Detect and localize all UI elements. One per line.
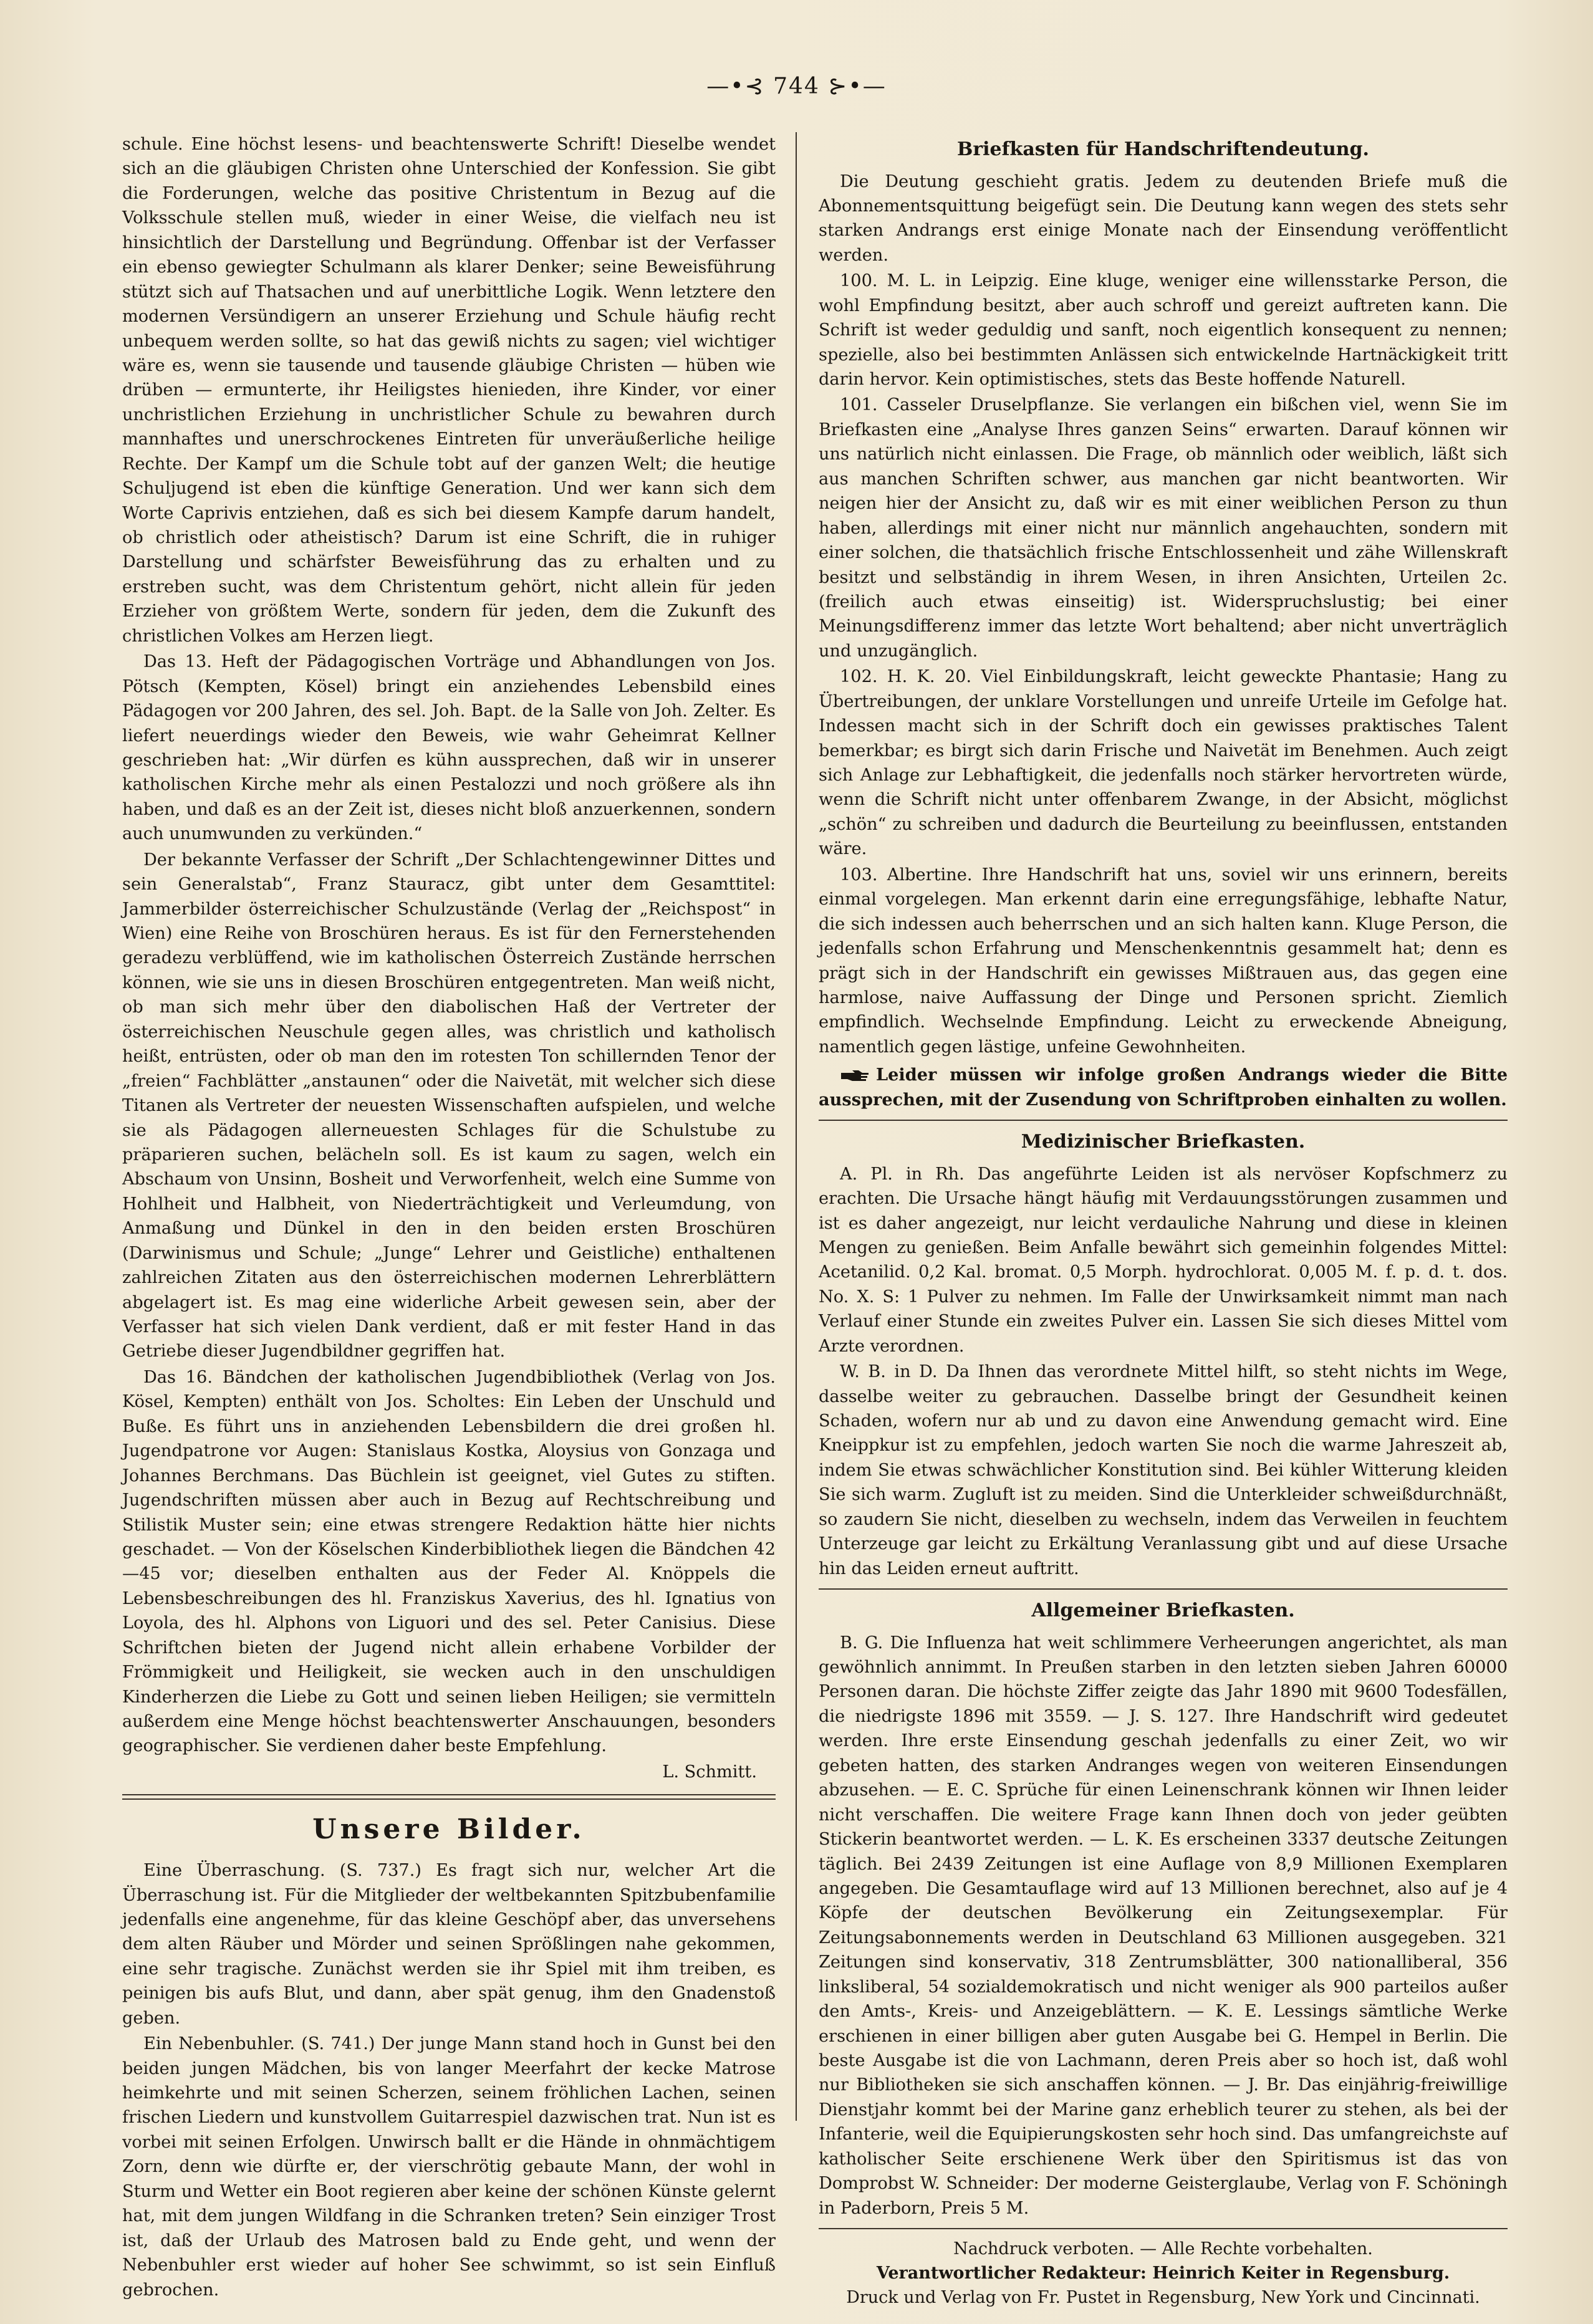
paragraph-paedagogische-vortraege: Das 13. Heft der Pädagogischen Vorträge und Abhandlungen von Jos. Pötsch (Kempten, Kösel) bringt ein anziehendes Lebensbild eines Pädagogen vor 200 Jahren, des sel. Joh. Bapt. de la Salle von Joh. Zelter. Es liefert neuerdings wieder den Beweis, wie wahr Geheimrat Kellner geschrieben hat: „Wir dürfen es kühn aussprechen, daß wir in unserer katholischen Kirche mehr als einen Pestalozzi und noch größere als ihn haben, und daß es an der Zeit ist, dieses nicht bloß anzuerkennen, sondern auch unumwunden zu verkünden.“ — [122, 652, 776, 844]
section-title-allgemeiner-briefkasten: Allgemeiner Briefkasten. — [1031, 1600, 1295, 1622]
column-divider — [796, 132, 797, 2121]
paragraph-jugendbibliothek: Das 16. Bändchen der katholischen Jugendbibliothek (Verlag von Jos. Kösel, Kempten) enthält von Jos. Scholtes: Ein Leben der Unschuld und Buße. Es führt uns in anziehenden Lebensbildern die drei großen hl. Jugendpatrone vor Augen: Stanislaus Kostka, Aloysius von Gonzaga und Johannes Berchmans. Das Büchlein ist geeignet, viel Gutes zu stiften. Jugendschriften müssen aber auch in Bezug auf Rechtschreibung und Stilistik Muster sein; eine etwas strengere Redaktion hätte hier nichts geschadet. — Von der Köselschen Kinderbibliothek liegen die Bändchen 42—45 vor; dieselben enthalten aus der Feder Al. Knöppels die Lebensbeschreibungen des hl. Franziskus Xaverius, des hl. Ignatius von Loyola, des hl. Alphons von Liguori und des sel. Peter Canisius. Diese Schriftchen bieten der Jugend nicht allein erhabene Vorbilder der Frömmigkeit und Heiligkeit, sie wecken auch in den unschuldigen Kinderherzen die Liebe zu Gott und seinen lieben Heiligen; sie vermitteln außerdem eine Menge höchst beachtenswerter Anschauungen, besonders geographischer. Sie verdienen daher beste Empfehlung. — [122, 1367, 776, 1756]
section-divider — [819, 1588, 1508, 1590]
paragraph-school-review: schule. Eine höchst lesens- und beachtenswerte Schrift! Dieselbe wendet sich an die gläubigen Christen ohne Unterschied der Konfession. Sie gibt die Forderungen, welche das positive Christentum in Bezug auf die Volksschule stellen muß, wieder in einer Weise, die vielfach neu ist hinsichtlich der Darstellung und Begründung. Offenbar ist der Verfasser ein ebenso gewiegter Schulmann als klarer Denker; seine Beweisführung stützt sich auf Thatsachen und auf unerbittliche Logik. Wenn letztere den modernen Versündigern an unserer Erziehung und Schule häufig recht unbequem werden sollte, so hat das gewiß nichts zu sagen; viel wichtiger wäre es, wenn sie tausende und tausende gläubige Christen — hüben wie drüben — ermunterte, ihr Heiligstes hienieden, ihre Kinder, vor einer unchristlichen Erziehung in unchristlicher Schule zu bewahren durch mannhaftes und unerschrockenes Eintreten für unveräußerliche heilige Rechte. Der Kampf um die Schule tobt auf der ganzen Welt; die heutige Schuljugend ist eben die künftige Generation. Und wer kann sich dem Worte Caprivis entziehen, daß es sich bei diesem Kampfe darum handelt, ob christlich oder atheistisch? Darum ist eine Schrift, die in ruhiger Darstellung und schärfster Beweisführung das zu erhalten und zu erstreben sucht, was dem Christentum gehört, nicht allein für jeden Erzieher von größtem Werte, sondern für jeden, dem die Zukunft des christlichen Volkes am Herzen liegt. — [122, 135, 776, 646]
left-column — [122, 132, 776, 2300]
paragraph-nebenbuhler: Ein Nebenbuhler. (S. 741.) Der junge Mann stand hoch in Gunst bei den beiden jungen Mädchen, bis von langer Meerfahrt der kecke Matrose heimkehrte und mit seinen Scherzen, seinem fröhlichen Lachen, seinen frischen Liedern und kunstvollem Guitarrespiel dazwischen trat. Nun ist es vorbei mit seinen Erfolgen. Unwirsch ballt er die Hände in ohnmächtigem Zorn, denn wie dürfte er, der vierschrötig gebaute Mann, der wohl in Sturm und Wetter ein Boot regieren aber keine der schönen Künste gelernt hat, mit dem jungen Wildfang in die Schranken treten? Sein einziger Trost ist, daß der Urlaub des Matrosen bald zu Ende geht, und wenn der Nebenbuhler erst wieder auf hoher See schwimmt, so ist sein Einfluß gebrochen. — [122, 2034, 776, 2300]
section-divider — [819, 1120, 1508, 1121]
general-entries: B. G. Die Influenza hat weit schlimmere Verheerungen angerichtet, als man gewöhnlich annimmt. In Preußen starben in den letzten sieben Jahren 60000 Personen daran. Die höchste Ziffer zeigte das Jahr 1890 mit 9600 Todesfällen, die niedrigste 1896 mit 3559. — J. S. 127. Ihre Handschrift wird gedeutet werden. Ihre erste Einsendung geschah jedenfalls zu einer Zeit, wo wir gebeten hatten, des starken Andranges wegen von weiteren Einsendungen abzusehen. — E. C. Sprüche für einen Leinenschrank können wir Ihnen leider nicht verschaffen. Die weitere Frage kann Ihnen doch von jeder geübten Stickerin beantwortet werden. — L. K. Es erscheinen 3337 deutsche Zeitungen täglich. Bei 2439 Zeitungen ist eine Auflage von 8,9 Millionen Exemplaren angegeben. Die Gesamtauflage wird auf 13 Millionen berechnet, also auf je 4 Köpfe der deutschen Bevölkerung ein Zeitungsexemplar. Für Zeitungsabonnements werden in Deutschland 63 Millionen ausgegeben. 321 Zeitungen sind konservativ, 318 Zentrumsblätter, 300 nationalliberal, 356 linksliberal, 54 sozialdemokratisch und nicht weniger als 900 parteilos außer den Amts-, Kreis- und Anzeigeblättern. — K. E. Lessings sämtliche Werke erschienen in einer billigen aber guten Ausgabe bei G. Hempel in Berlin. Die beste Ausgabe ist die von Lachmann, deren Preis aber so hoch ist, daß wohl nur Bibliotheken sie sich anschaffen können. — J. Br. Das einjährig-freiwillige Dienstjahr kommt bei der Marine ganz erheblich teurer zu stehen, als bei der Infanterie, weil die Equipierungskosten sehr hoch sind. Das umfangreichste auf katholischer Seite erschienene Werk über den Spiritismus ist das von Domprobst W. Schneider: Der moderne Geisterglaube, Verlag von F. Schöningh in Paderborn, Preis 5 M. — [819, 1633, 1508, 2218]
section-title-handschriftendeutung: Briefkasten für Handschriftendeutung. — [956, 138, 1369, 160]
section-title-medizinischer-briefkasten: Medizinischer Briefkasten. — [1021, 1131, 1306, 1153]
medical-entry-a-pl: A. Pl. in Rh. Das angeführte Leiden ist als nervöser Kopfschmerz zu erachten. Die Ursache hängt häufig mit Verdauungsstörungen zusammen und ist es daher angezeigt, nur leicht verdauliche Nahrung und diese in kleinen Mengen zu genießen. Beim Anfalle bewährt sich gemeinhin folgendes Mittel: Acetanilid. 0,2 Kal. bromat. 0,5 Morph. hydrochlorat. 0,005 M. f. p. d. t. dos. No. X. S: 1 Pulver zu nehmen. Im Falle der Unwirksamkeit nimmt man nach Verlauf einer Stunde ein zweites Pulver ein. Lassen Sie sich dieses Mittel vom Arzte verordnen. — [819, 1164, 1508, 1356]
section-divider — [122, 1794, 776, 1800]
pointing-hand-icon — [840, 1069, 870, 1083]
section-title-unsere-bilder: Unsere Bilder. — [312, 1813, 585, 1846]
imprint-copyright: Nachdruck verboten. — Alle Rechte vorbehalten. — [953, 2239, 1373, 2259]
handwriting-entry-102: 102. H. K. 20. Viel Einbildungskraft, leicht geweckte Phantasie; Hang zu Übertreibungen, der unklare Vorstellungen und unreife Urteile im Gefolge hat. Indessen macht sich in der Schrift doch ein gewisses praktisches Talent bemerkbar; es birgt sich darin Frische und Naivetät im Benehmen. Auch zeigt sich Anlage zur Lebhaftigkeit, die jedenfalls noch stärker hervortreten würde, wenn die Schrift nicht unter offenbarem Zwange, in der Absicht, möglichst „schön“ zu schreiben und dadurch die Beurteilung zu beeinflussen, entstanden wäre. — [819, 667, 1508, 859]
handwriting-notice — [819, 1063, 1508, 1112]
handwriting-entry-100: 100. M. L. in Leipzig. Eine kluge, weniger eine willensstarke Person, die wohl Empfindung besitzt, aber auch schroff und gereizt auftreten kann. Die Schrift ist weder geduldig und sanft, noch eigentlich konsequent zu nennen; spezielle, also bei bestimmten Anlässen sich entwickelnde Hartnäckigkeit tritt darin hervor. Kein optimistisches, stets das Beste hoffende Naturell. — [819, 271, 1508, 389]
paragraph-ueberraschung: Eine Überraschung. (S. 737.) Es fragt sich nur, welcher Art die Überraschung ist. Für die Mitglieder der weltbekannten Spitzbubenfamilie jedenfalls eine angenehme, für das kleine Geschöpf aber, das unversehens dem alten Räuber und Mörder und seinen Sprößlingen nahe gekommen, eine sehr tragische. Zunächst werden sie ihr Spiel mit ihm treiben, es peinigen bis aufs Blut, und dann, aber spät genug, ihm den Gnadenstoß geben. — [122, 1861, 776, 2028]
page-number-value: 744 — [773, 74, 820, 99]
handwriting-intro: Die Deutung geschieht gratis. Jedem zu deutenden Briefe muß die Abonnementsquittung beigefügt sein. Die Deutung kann wegen des stets sehr starken Andrangs erst einige Monate nach der Einsendung veröffentlicht werden. — [819, 171, 1508, 265]
imprint-publisher: Druck und Verlag von Fr. Pustet in Regensburg, New York und Cincinnati. — [846, 2288, 1480, 2308]
paragraph-jammerbilder: Der bekannte Verfasser der Schrift „Der Schlachtengewinner Dittes und sein Generalstab“, Franz Stauracz, gibt unter dem Gesamttitel: Jammerbilder österreichischer Schulzustände (Verlag der „Reichspost“ in Wien) eine Reihe von Broschüren heraus. Es ist für den Fernerstehenden geradezu verblüffend, wie im katholischen Österreich Zustände herrschen können, wie sie uns in diesen Broschüren entgegentreten. Man weiß nicht, ob man sich mehr über den diabolischen Haß der Vertreter der österreichischen Neuschule gegen alles, was christlich und katholisch heißt, entrüsten, oder ob man den im rotesten Ton schillernden Tenor der „freien“ Fachblätter „anstaunen“ oder die Naivetät, mit welcher sich diese Titanen als Vertreter der neuesten Wissenschaften aufspielen, und welche sie als Pädagogen allerneuesten Schlages für die Schulstube zu präparieren suchen, belächeln soll. Es ist kaum zu sagen, welch ein Abschaum von Unsinn, Bosheit und Verworfenheit, welch eine Summe von Hohlheit und Halbheit, von Niederträchtigkeit und Verleumdung, von Anmaßung und Dünkel in den in den beiden ersten Broschüren (Darwinismus und Schule; „Junge“ Lehrer und Geistliche) enthaltenen zahlreichen Zitaten aus den österreichischen modernen Lehrerblättern abgelagert ist. Es mag eine widerliche Arbeit gewesen sein, aber der Verfasser hat sich vielen Dank verdient, daß er mit fester Hand in das Getriebe dieser Jugendbildner gegriffen hat. — [122, 850, 776, 1361]
page-number-ornament-left: —•⊰ — [706, 74, 774, 99]
right-column — [819, 132, 1508, 2308]
page-number-ornament-right: ⊱•— — [819, 74, 887, 99]
handwriting-entry-103: 103. Albertine. Ihre Handschrift hat uns, soviel wir uns erinnern, bereits einmal vorgelegen. Man erkennt darin eine erregungsfähige, lebhafte Natur, die sich indessen auch beherrschen und an sich halten kann. Kluge Person, die jedenfalls schon Erfahrung und Menschenkenntnis gesammelt hat; denn es prägt sich in der Handschrift ein gewisses Mißtrauen aus, das gegen eine harmlose, naive Auffassung der Dinge und Personen spricht. Ziemlich empfindlich. Wechselnde Empfindung. Leicht zu erweckende Abneigung, namentlich gegen lästige, unfeine Gewohnheiten. — [819, 865, 1508, 1057]
imprint — [819, 2237, 1508, 2310]
author-signature: L. Schmitt. — [662, 1762, 757, 1782]
page-number — [0, 74, 1593, 99]
imprint-editor: Verantwortlicher Redakteur: Heinrich Keiter in Regensburg. — [876, 2264, 1450, 2283]
medical-entry-w-b: W. B. in D. Da Ihnen das verordnete Mittel hilft, so steht nichts im Wege, dasselbe weiter zu gebrauchen. Dasselbe bringt der Gesundheit keinen Schaden, wofern nur ab und zu davon eine Anwendung gemacht wird. Eine Kneippkur ist zu empfehlen, jedoch warten Sie noch die warme Jahreszeit ab, indem Sie etwas schwächlicher Konstitution sind. Bei kühler Witterung kleiden Sie sich warm. Zugluft ist zu meiden. Sind die Unterkleider schweißdurchnäßt, so zaudern Sie nicht, dieselben zu wechseln, indem das Verweilen in feuchtem Unterzeuge gar leicht zu Erkältung Veranlassung gibt und auf diese Ursache hin das Leiden erneut auftritt. — [819, 1362, 1508, 1578]
handwriting-entry-101: 101. Casseler Druselpflanze. Sie verlangen ein bißchen viel, wenn Sie im Briefkasten eine „Analyse Ihres ganzen Seins“ erwarten. Darauf können wir uns natürlich nicht einlassen. Die Frage, ob männlich oder weiblich, läßt sich aus manchen Schriften schwer, aus manchen gar nicht beantworten. Wir neigen hier der Ansicht zu, daß wir es mit einer weiblichen Person zu thun haben, allerdings mit einer nicht nur männlich angehauchten, sondern mit einer solchen, die thatsächlich frische Entschlossenheit und zähe Willenskraft besitzt und selbständig in ihrem Wesen, in ihren Ansichten, Urteilen 2c. (freilich auch etwas einseitig) ist. Widerspruchslustig; bei einer Meinungsdifferenz immer das letzte Wort behaltend; aber nicht unverträglich und unzugänglich. — [819, 395, 1508, 661]
section-divider — [819, 2228, 1508, 2229]
handwriting-notice-text: Leider müssen wir infolge großen Andrangs wieder die Bitte aussprechen, mit der Zusendung von Schriftproben einhalten zu wollen. — [819, 1065, 1508, 1110]
